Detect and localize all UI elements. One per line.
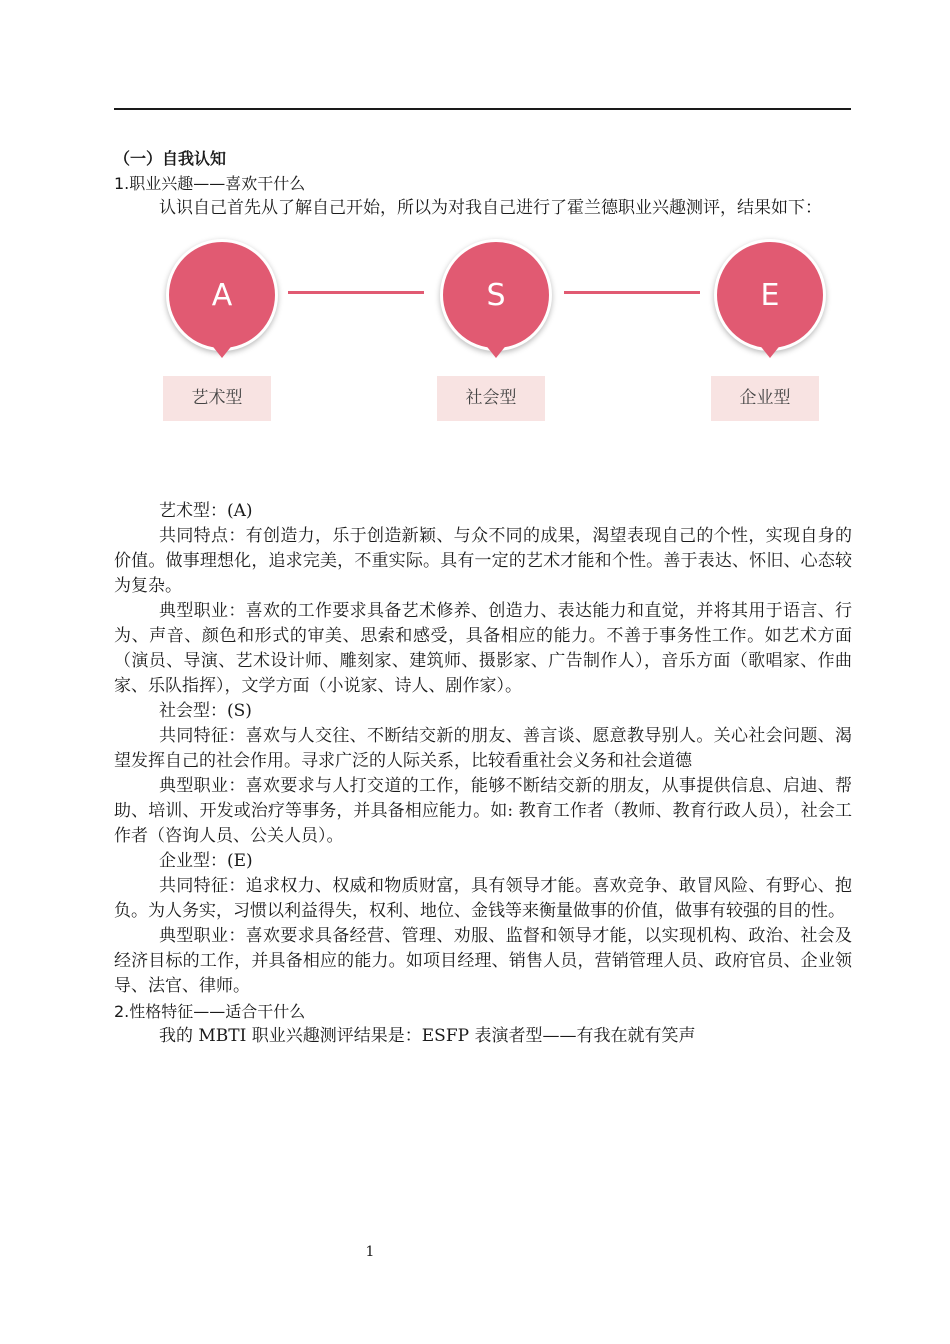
node-circle-e: E: [714, 239, 826, 351]
node-circle-s: S: [440, 239, 552, 351]
page-number: 1: [365, 1244, 375, 1260]
document-body: [114, 146, 852, 1049]
connector-line-s-e: [564, 291, 700, 294]
node-circle-a: A: [166, 239, 278, 351]
type-heading-social: 社会型：(S): [159, 701, 252, 721]
header-rule: [114, 108, 851, 110]
mbti-result: 我的 MBTI 职业兴趣测评结果是：ESFP 表演者型——有我在就有笑声: [159, 1026, 696, 1046]
type-traits-enterprising: 共同特征：追求权力、权威和物质财富，具有领导才能。喜欢竞争、敢冒风险、有野心、抱负。为人务实，习惯以利益得失，权利、地位、金钱等来衡量做事的价值，做事有较强的目的性。: [114, 876, 852, 921]
section-title: （一）自我认知: [114, 149, 227, 168]
type-jobs-artistic: 典型职业：喜欢的工作要求具备艺术修养、创造力、表达能力和直觉，并将其用于语言、行为、声音、颜色和形式的审美、思索和感受，具备相应的能力。不善于事务性工作。如艺术方面（演员、导演、艺术设计师、雕刻家、建筑师、摄影家、广告制作人），音乐方面（歌唱家、作曲家、乐队指挥），文学方面（小说家、诗人、剧作家）。: [114, 601, 852, 696]
pointer-triangle-icon: [484, 343, 508, 358]
node-label-enterprising: 企业型: [711, 376, 819, 421]
type-traits-artistic: 共同特点：有创造力，乐于创造新颖、与众不同的成果，渴望表现自己的个性，实现自身的价值。做事理想化，追求完美，不重实际。具有一定的艺术才能和个性。善于表达、怀旧、心态较为复杂。: [114, 526, 852, 596]
holland-code-diagram: [114, 235, 852, 465]
subsection-title-interest: 1.职业兴趣——喜欢干什么: [114, 174, 306, 193]
node-label-artistic: 艺术型: [163, 376, 271, 421]
pointer-triangle-icon: [758, 343, 782, 358]
pointer-triangle-icon: [210, 343, 234, 358]
type-heading-artistic: 艺术型：(A): [159, 501, 253, 521]
type-jobs-enterprising: 典型职业：喜欢要求具备经营、管理、劝服、监督和领导才能，以实现机构、政治、社会及经济目标的工作，并具备相应的能力。如项目经理、销售人员，营销管理人员、政府官员、企业领导、法官、律师。: [114, 926, 852, 996]
type-heading-enterprising: 企业型：(E): [159, 851, 253, 871]
connector-line-a-s: [288, 291, 424, 294]
subsection-title-personality: 2.性格特征——适合干什么: [114, 1002, 306, 1021]
type-jobs-social: 典型职业：喜欢要求与人打交道的工作，能够不断结交新的朋友，从事提供信息、启迪、帮助、培训、开发或治疗等事务，并具备相应能力。如: 教育工作者（教师、教育行政人员），社会工作者（咨询人员、公关人员）。: [114, 776, 852, 846]
intro-paragraph: 认识自己首先从了解自己开始，所以为对我自己进行了霍兰德职业兴趣测评，结果如下：: [159, 198, 822, 218]
type-traits-social: 共同特征：喜欢与人交往、不断结交新的朋友、善言谈、愿意教导别人。关心社会问题、渴望发挥自己的社会作用。寻求广泛的人际关系，比较看重社会义务和社会道德: [114, 726, 852, 771]
node-label-social: 社会型: [437, 376, 545, 421]
